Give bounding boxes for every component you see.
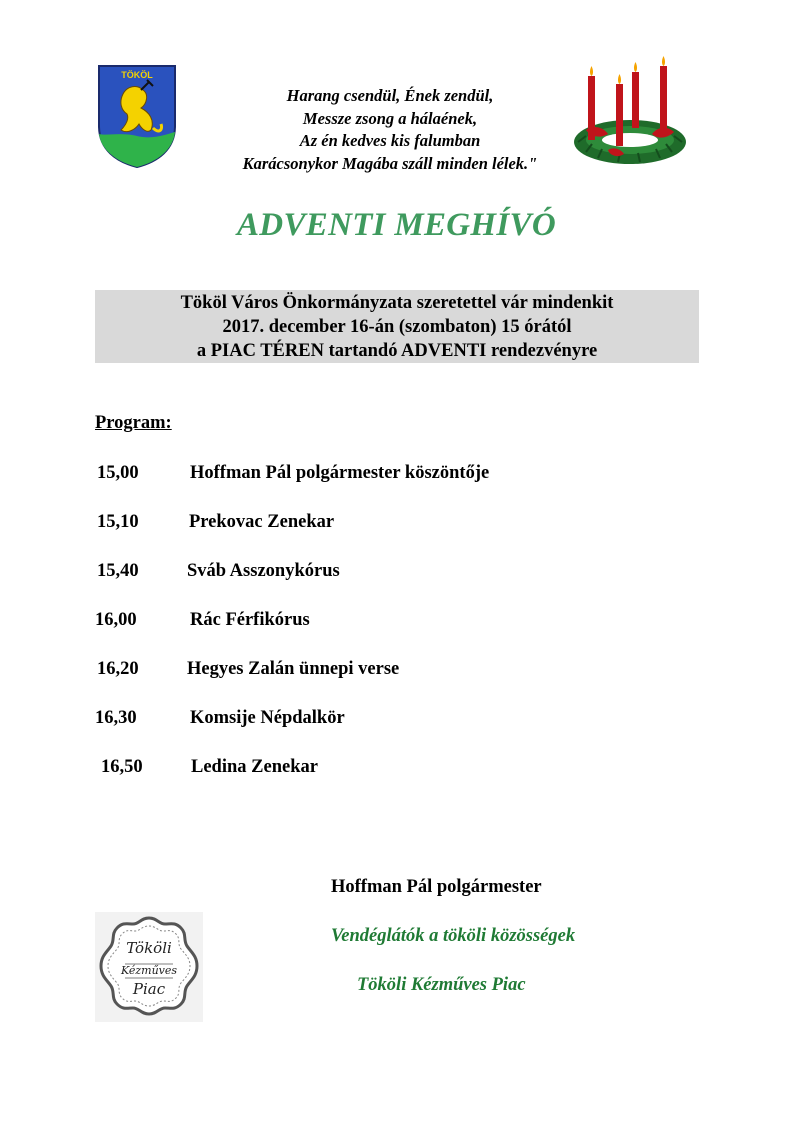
- invitation-line: Tököl Város Önkormányzata szeretettel vár mindenkit: [180, 293, 614, 313]
- program-name: Hegyes Zalán ünnepi verse: [187, 659, 400, 679]
- program-name: Hoffman Pál polgármester köszöntője: [190, 463, 490, 483]
- market-logo: [95, 912, 203, 1022]
- poem: [190, 85, 590, 175]
- advent-wreath-image: [568, 54, 692, 172]
- program-time: 16,30: [95, 708, 137, 728]
- poem-line: Harang csendül, Ének zendül,: [286, 86, 494, 105]
- town-crest-logo: [97, 64, 177, 168]
- program-name: Komsije Népdalkör: [190, 708, 345, 728]
- crest-label: TÖKÖL: [121, 70, 153, 80]
- market-logo-line3: Piac: [132, 980, 166, 998]
- poem-line: Messze zsong a hálaének,: [302, 108, 478, 128]
- program-time: 16,00: [95, 610, 137, 630]
- hosts-credit: Vendéglátók a tököli közösségek: [331, 926, 576, 946]
- poem-line: Karácsonykor Magába száll minden lélek.": [242, 153, 538, 173]
- program-time: 15,10: [97, 512, 139, 532]
- program-name: Rác Férfikórus: [190, 610, 310, 630]
- invitation-line: 2017. december 16-án (szombaton) 15 órától: [222, 317, 572, 337]
- program-name: Ledina Zenekar: [191, 757, 318, 777]
- poem-line: Az én kedves kis falumban: [299, 131, 481, 150]
- signature: Hoffman Pál polgármester: [331, 877, 542, 897]
- program-name: Prekovac Zenekar: [189, 512, 335, 532]
- program-heading: Program:: [95, 413, 172, 433]
- market-credit: Tököli Kézműves Piac: [357, 975, 526, 995]
- market-logo-line2: Kézműves: [120, 964, 178, 977]
- program-name: Sváb Asszonykórus: [187, 561, 340, 581]
- program-time: 15,00: [97, 463, 139, 483]
- invitation-text: [95, 290, 699, 363]
- program-time: 16,50: [101, 757, 143, 777]
- page-title: ADVENTI MEGHÍVÓ: [237, 207, 556, 243]
- market-logo-line1: Tököli: [126, 939, 172, 957]
- program-time: 16,20: [97, 659, 139, 679]
- invitation-line: a PIAC TÉREN tartandó ADVENTI rendezvényre: [196, 341, 598, 361]
- program-time: 15,40: [97, 561, 139, 581]
